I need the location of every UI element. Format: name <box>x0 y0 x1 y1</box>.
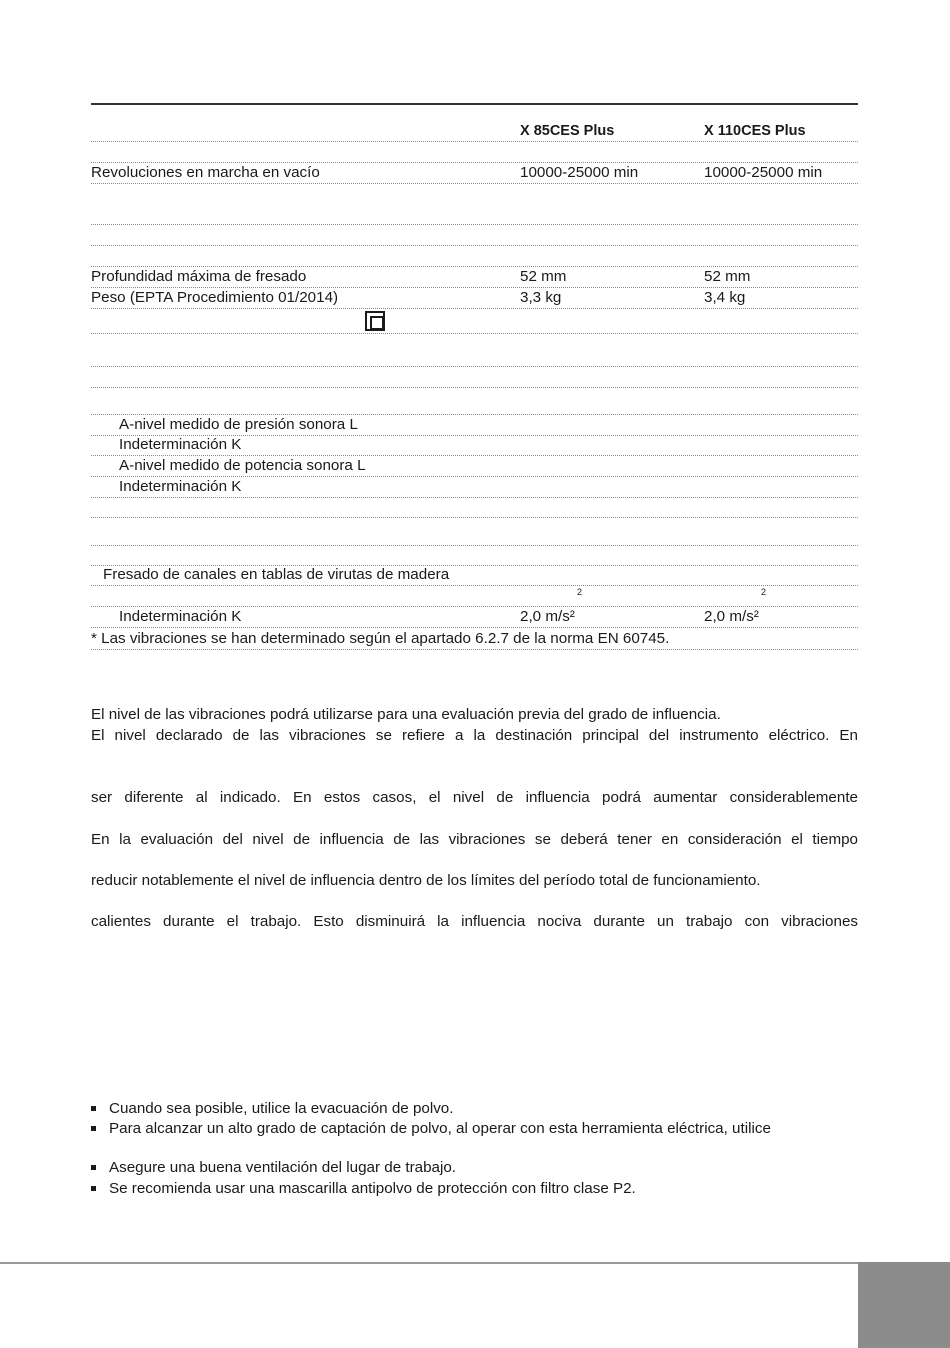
paragraph: El nivel declarado de las vibraciones se refiere a la destinación principal del instrumento eléctrico. En <box>91 727 858 744</box>
row-value-depth-x110: 52 mm <box>704 268 751 285</box>
table-row <box>91 142 858 163</box>
paragraph: calientes durante el trabajo. Esto disminuirá la influencia nociva durante un trabajo con vibraciones <box>91 913 858 930</box>
list-item-text: Para alcanzar un alto grado de captación de polvo, al operar con esta herramienta eléctrica, utilice <box>109 1120 771 1137</box>
row-value-uncertainty-x110: 2,0 m/s² <box>704 608 759 625</box>
table-row <box>91 367 858 388</box>
row-label-sound-power: A-nivel medido de potencia sonora L <box>119 457 366 474</box>
table-header-row <box>91 122 858 142</box>
paragraph: ser diferente al indicado. En estos casos, el nivel de influencia podrá aumentar considerablemente <box>91 789 858 806</box>
model-x110ces-header: X 110CES Plus <box>704 123 806 139</box>
paragraph: El nivel de las vibraciones podrá utilizarse para una evaluación previa del grado de influencia. <box>91 706 721 723</box>
table-row <box>91 334 858 367</box>
table-row <box>91 388 858 415</box>
model-x85ces-header: X 85CES Plus <box>520 123 615 139</box>
paragraph: reducir notablemente el nivel de influencia dentro de los límites del período total de funcionamiento. <box>91 872 761 889</box>
row-label-weight: Peso (EPTA Procedimiento 01/2014) <box>91 289 339 306</box>
table-row <box>91 225 858 246</box>
table-row <box>91 184 858 225</box>
table-row <box>91 607 858 628</box>
vibration-footnote: * Las vibraciones se han determinado según el apartado 6.2.7 de la norma EN 60745. <box>91 630 670 647</box>
row-label-uncertainty-k: Indeterminación K <box>119 478 242 495</box>
table-row <box>91 586 858 607</box>
superscript-x110: 2 <box>761 587 767 597</box>
table-row <box>91 477 858 498</box>
footer-rule <box>0 1262 858 1264</box>
table-row <box>91 456 858 477</box>
row-value-weight-x110: 3,4 kg <box>704 289 746 306</box>
row-value-depth-x85: 52 mm <box>520 268 567 285</box>
row-label-sound-pressure: A-nivel medido de presión sonora L <box>119 416 358 433</box>
table-row <box>91 436 858 456</box>
table-row <box>91 163 858 184</box>
row-label-rpm: Revoluciones en marcha en vacío <box>91 164 320 181</box>
table-row <box>91 546 858 566</box>
row-label-uncertainty-k: Indeterminación K <box>119 436 242 453</box>
table-row <box>91 288 858 309</box>
list-item-text: Se recomienda usar una mascarilla antipolvo de protección con filtro clase P2. <box>109 1180 636 1197</box>
row-label-uncertainty-k: Indeterminación K <box>119 608 242 625</box>
row-label-depth: Profundidad máxima de fresado <box>91 268 307 285</box>
table-row <box>91 415 858 436</box>
double-insulation-icon <box>365 311 385 331</box>
row-value-rpm-x85: 10000-25000 min <box>520 164 639 181</box>
table-row <box>91 498 858 518</box>
paragraph: En la evaluación del nivel de influencia de las vibraciones se deberá tener en consideración el tiempo <box>91 831 858 848</box>
table-row <box>91 518 858 546</box>
bullet-icon <box>91 1186 96 1191</box>
row-value-rpm-x110: 10000-25000 min <box>704 164 823 181</box>
top-rule <box>91 103 858 105</box>
bullet-icon <box>91 1126 96 1131</box>
page-number-tab <box>858 1262 950 1348</box>
table-footnote-row <box>91 628 858 650</box>
bullet-icon <box>91 1106 96 1111</box>
table-row <box>91 309 858 334</box>
table-row <box>91 246 858 267</box>
row-value-weight-x85: 3,3 kg <box>520 289 562 306</box>
table-row <box>91 267 858 288</box>
bullet-icon <box>91 1165 96 1170</box>
list-item-text: Cuando sea posible, utilice la evacuación de polvo. <box>109 1100 454 1117</box>
superscript-x85: 2 <box>577 587 583 597</box>
row-label-grooving: Fresado de canales en tablas de virutas de madera <box>103 566 450 583</box>
list-item-text: Asegure una buena ventilación del lugar de trabajo. <box>109 1159 457 1176</box>
table-row <box>91 566 858 586</box>
row-value-uncertainty-x85: 2,0 m/s² <box>520 608 575 625</box>
